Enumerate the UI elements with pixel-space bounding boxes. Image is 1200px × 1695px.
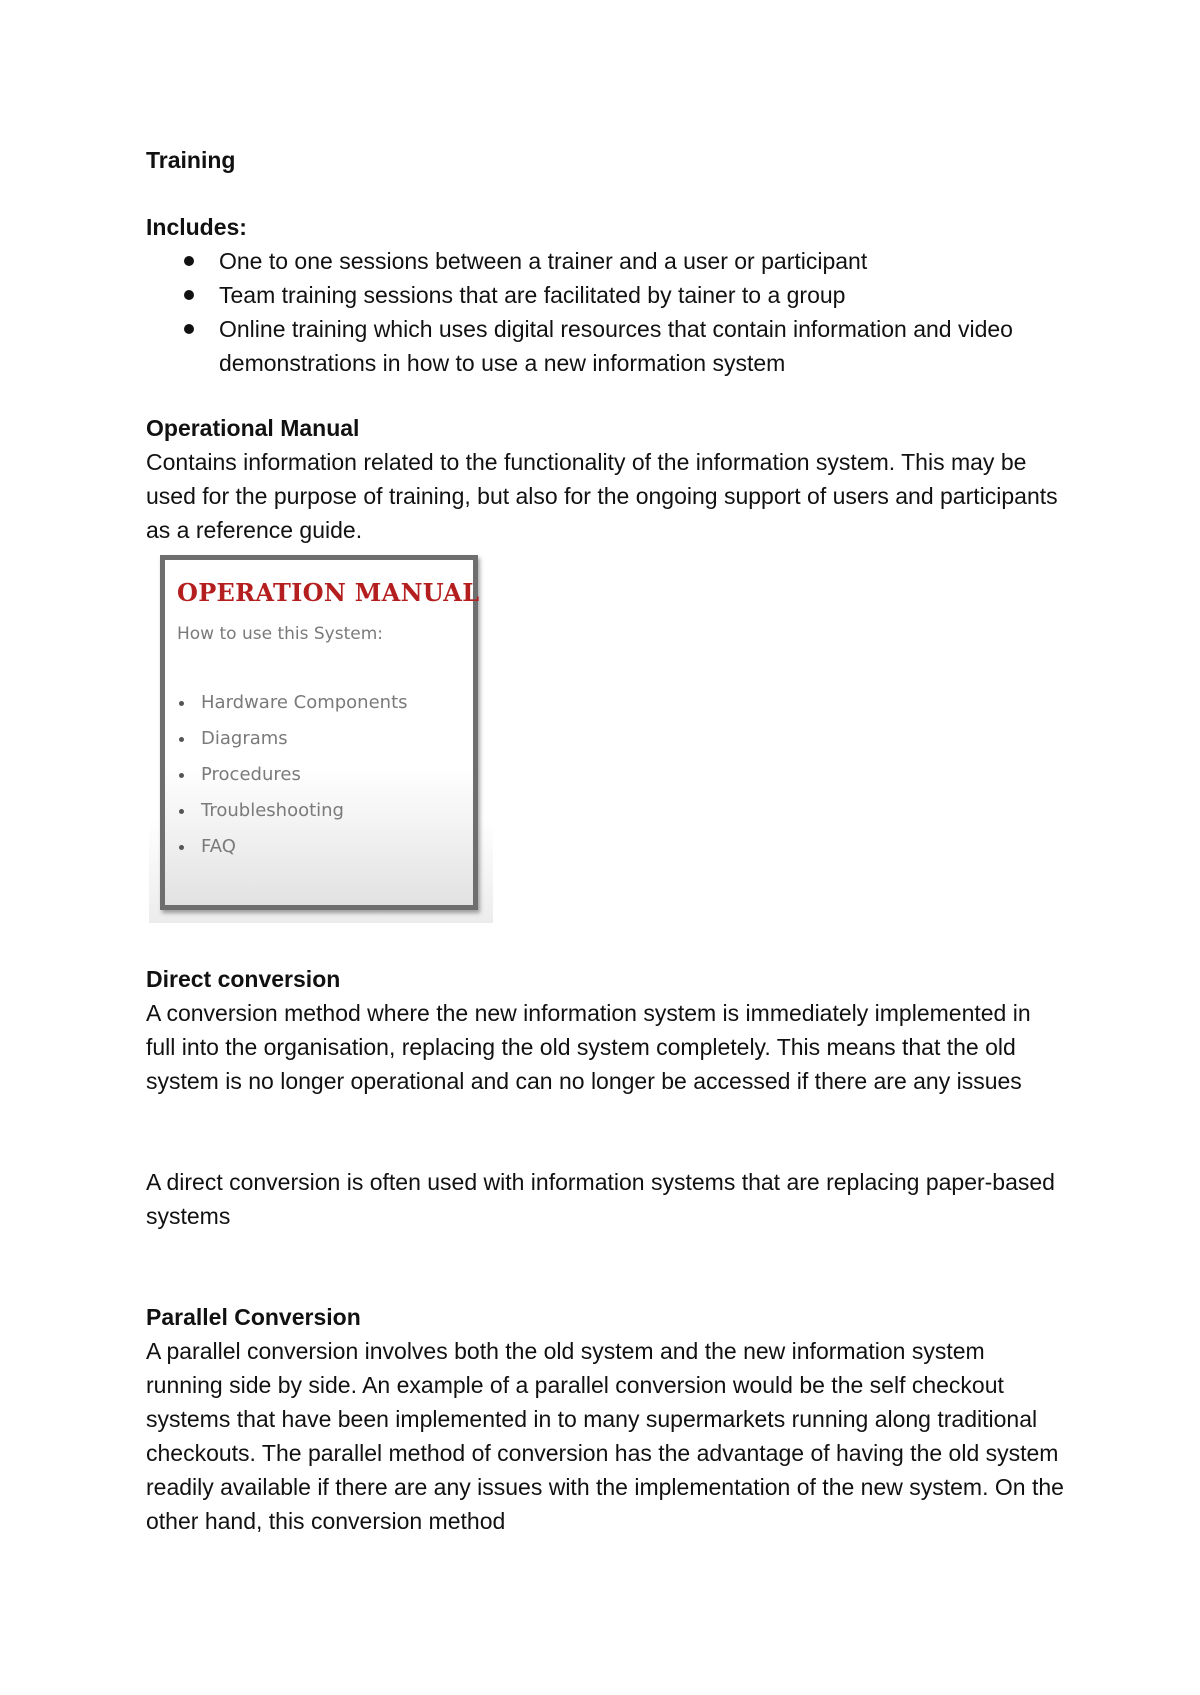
bullet-dot [184,290,194,300]
direct-conversion-body: A conversion method where the new information system is immediately implemented in full into the organisation, replacing the old system completely. This means that the old system is no longer operational and can no longer be accessed if there are any issues [146,1000,1031,1094]
direct-conversion-note: A direct conversion is often used with information systems that are replacing paper-based systems [146,1169,1055,1229]
bullet-dot [179,737,184,742]
list-item-text: Hardware Components [201,692,408,713]
list-item [177,793,408,829]
list-item [146,244,1066,278]
document-page [146,0,1066,1695]
list-item [146,312,1066,380]
operation-manual-frame [160,555,478,910]
list-item-text: Troubleshooting [201,800,344,821]
list-item-text: Online training which uses digital resources that contain information and video demonstrations in how to use a new information system [219,316,1013,376]
operation-manual-subtitle: How to use this System: [177,624,384,644]
includes-label: Includes: [146,214,247,240]
operation-manual-title: OPERATION MANUAL [177,578,480,607]
parallel-conversion-heading: Parallel Conversion [146,1304,361,1330]
bullet-dot [179,845,184,850]
list-item-text: Diagrams [201,728,288,749]
list-item [177,829,408,865]
list-item-text: FAQ [201,836,236,857]
bullet-dot [184,256,194,266]
list-item-text: Team training sessions that are facilitated by tainer to a group [219,282,846,308]
operational-manual-heading: Operational Manual [146,415,360,441]
operational-manual-body: Contains information related to the functionality of the information system. This may be used for the purpose of training, but also for the ongoing support of users and participants as a reference guide. [146,449,1058,543]
list-item-text: One to one sessions between a trainer and a user or participant [219,248,868,274]
parallel-conversion-body: A parallel conversion involves both the old system and the new information system running side by side. An example of a parallel conversion would be the self checkout systems that have been implemented in to many supermarkets running along traditional checkouts. The parallel method of conversion has the advantage of having the old system readily available if there are any issues with the implementation of the new system. On the other hand, this conversion method [146,1338,1064,1534]
list-item-text: Procedures [201,764,301,785]
bullet-dot [179,773,184,778]
training-bullet-list [146,244,1066,380]
list-item [177,721,408,757]
bullet-dot [184,324,194,334]
operation-manual-image [149,550,493,923]
list-item [177,757,408,793]
direct-conversion-heading: Direct conversion [146,966,341,992]
bullet-dot [179,809,184,814]
list-item [146,278,1066,312]
list-item [177,685,408,721]
bullet-dot [179,701,184,706]
operation-manual-list [177,685,408,865]
training-heading: Training [146,147,236,173]
